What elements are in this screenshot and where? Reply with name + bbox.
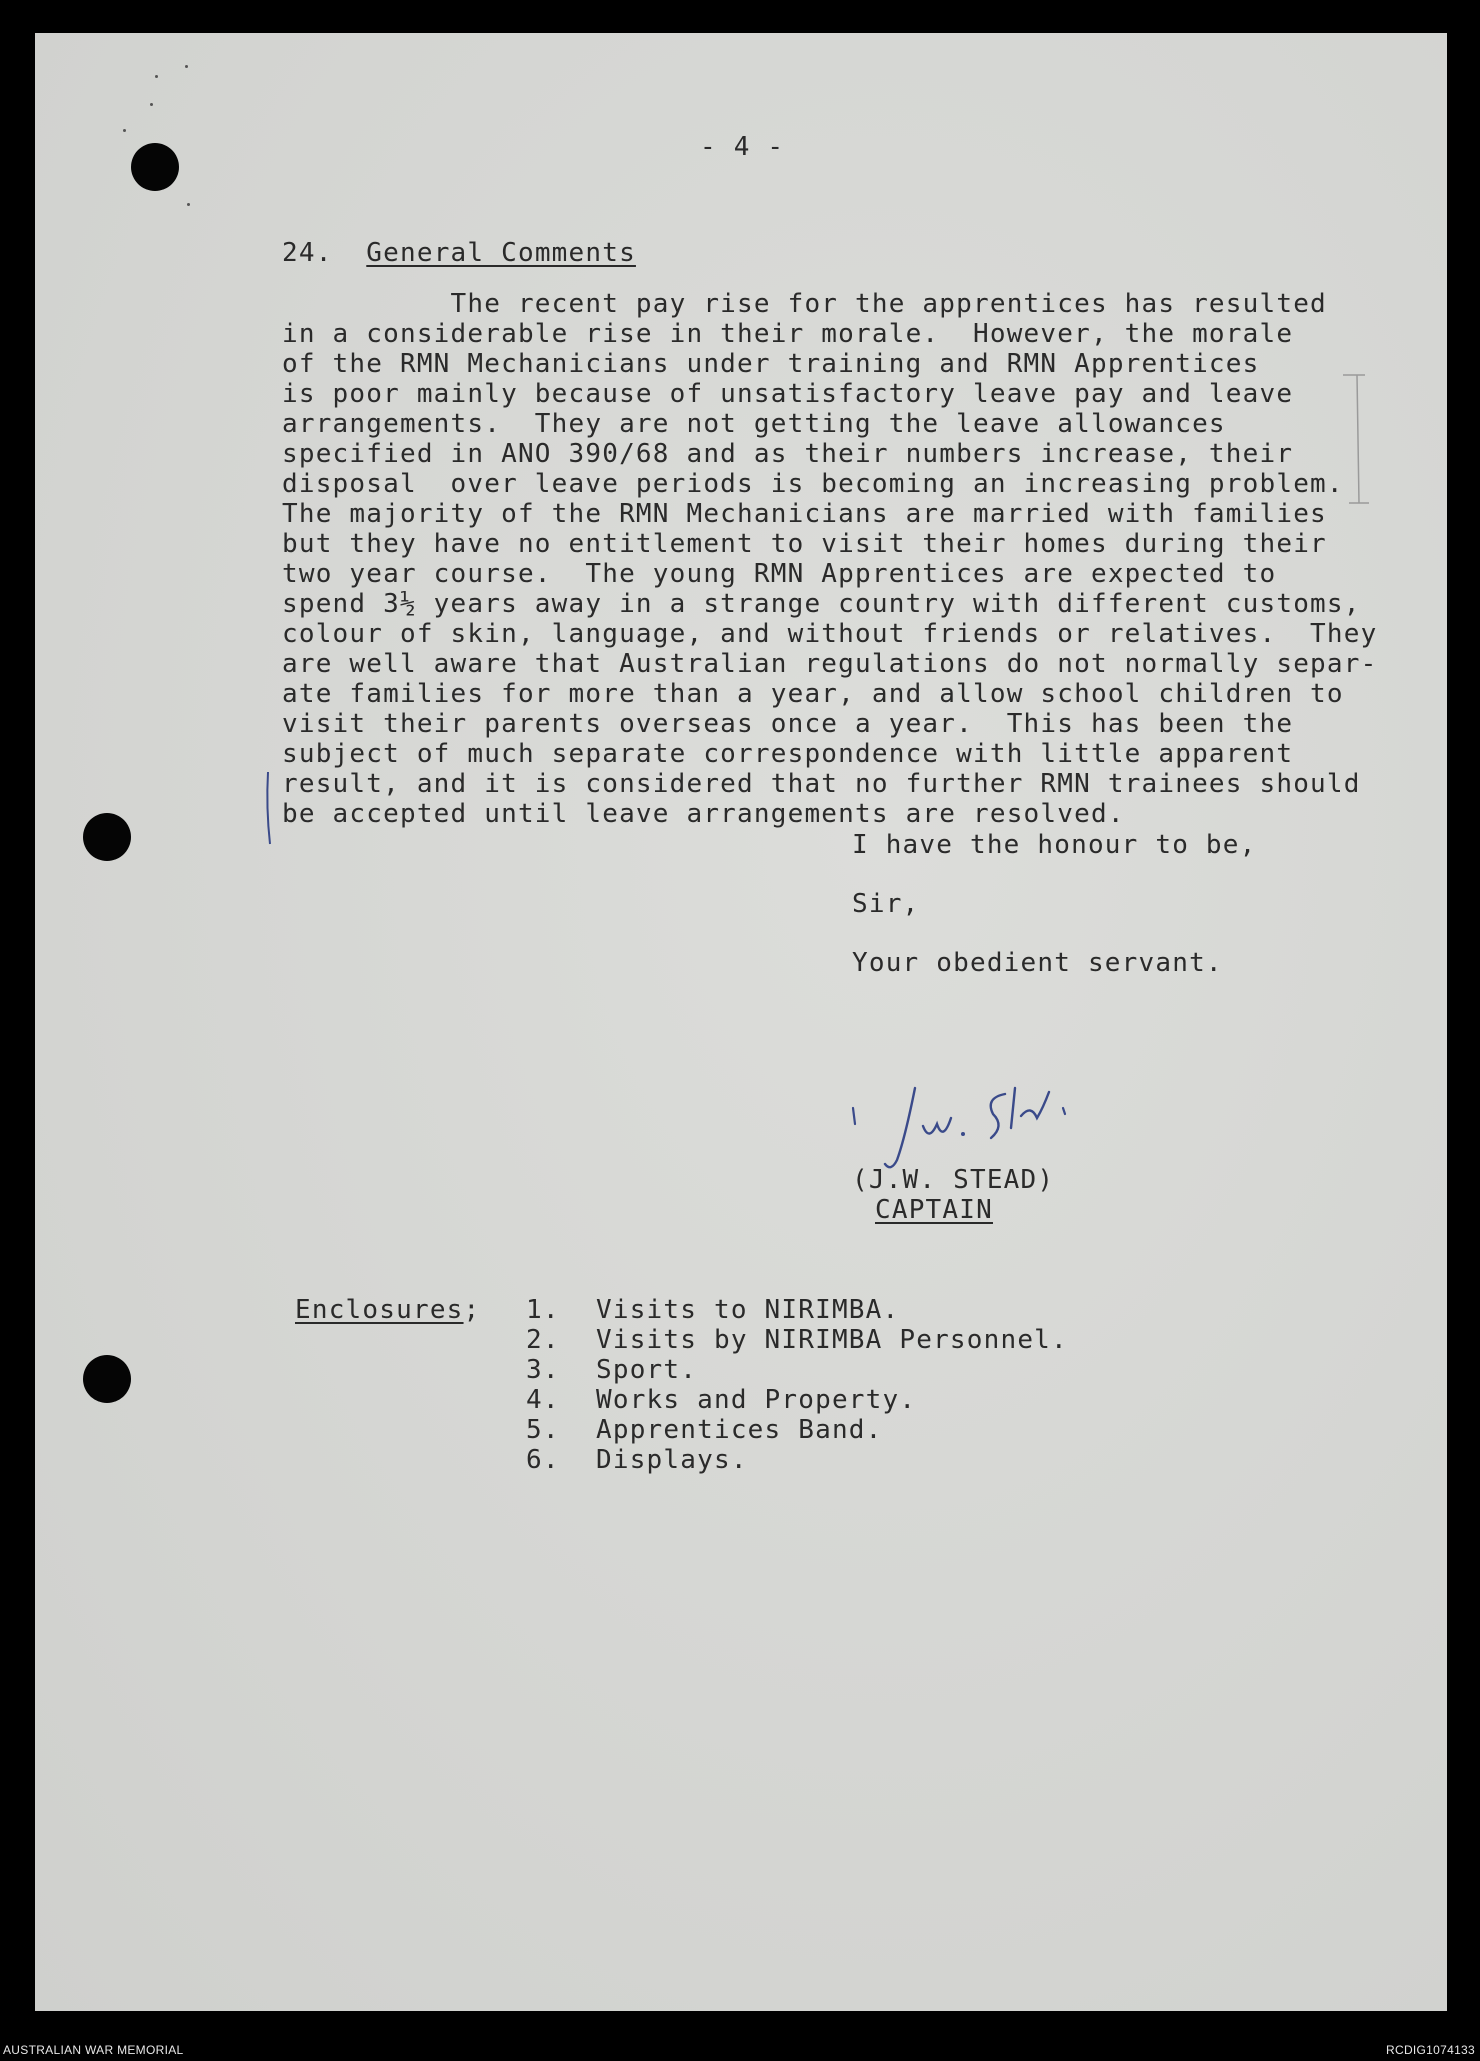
body-line: ate families for more than a year, and allow school children to [282,679,1344,709]
page-number: - 4 - [700,132,785,162]
closing-salutation: Sir, [852,889,920,919]
enclosure-number: 3. [526,1355,560,1385]
archive-credit: AUSTRALIAN WAR MEMORIAL [3,2043,184,2057]
enclosures-separator: ; [463,1295,481,1325]
enclosure-number: 6. [526,1445,560,1475]
body-line: but they have no entitlement to visit their homes during their [282,529,1327,559]
enclosure-text: Works and Property. [596,1385,917,1415]
document-page [35,33,1447,2011]
section-number: 24. [282,238,333,268]
body-line: arrangements. They are not getting the leave allowances [282,409,1226,439]
closing-servant: Your obedient servant. [852,948,1223,978]
body-paragraph [282,289,1377,829]
enclosure-item [526,1325,1068,1355]
enclosure-number: 5. [526,1415,560,1445]
body-line: visit their parents overseas once a year. This has been the [282,709,1294,739]
body-line: specified in ANO 390/68 and as their numbers increase, their [282,439,1294,469]
letter-closing [852,830,1256,978]
paper-speck [185,65,188,68]
body-line: of the RMN Mechanicians under training and RMN Apprentices [282,349,1260,379]
body-line: disposal over leave periods is becoming an increasing problem. [282,469,1344,499]
closing-line: I have the honour to be, [852,830,1257,860]
paper-speck [150,103,153,106]
enclosure-item [526,1445,1068,1475]
body-line: subject of much separate correspondence with little apparent [282,739,1294,769]
enclosure-item [526,1415,1068,1445]
body-line: in a considerable rise in their morale. However, the morale [282,319,1294,349]
enclosure-text: Apprentices Band. [596,1415,883,1445]
body-line: colour of skin, language, and without friends or relatives. They [282,619,1378,649]
enclosure-text: Sport. [596,1355,698,1385]
margin-pen-mark-left [260,768,280,848]
signatory-name: (J.W. STEAD) [852,1165,1055,1195]
punch-hole-top [131,143,179,191]
body-line: The majority of the RMN Mechanicians are married with families [282,499,1327,529]
paper-speck [155,75,158,78]
enclosure-list [526,1295,1068,1475]
archive-reference: RCDIG1074133 [1386,2043,1475,2057]
punch-hole-middle [83,813,131,861]
enclosures-title: Enclosures [295,1295,464,1325]
enclosure-number: 2. [526,1325,560,1355]
enclosure-number: 1. [526,1295,560,1325]
section-title: General Comments [366,238,636,268]
enclosure-text: Displays. [596,1445,748,1475]
paper-speck [187,203,190,206]
body-line: spend 3½ years away in a strange country with different customs, [282,589,1361,619]
punch-hole-bottom [83,1355,131,1403]
body-line: be accepted until leave arrangements are resolved. [282,799,1125,829]
enclosure-item [526,1295,1068,1325]
enclosure-item [526,1355,1068,1385]
body-line: is poor mainly because of unsatisfactory leave pay and leave [282,379,1294,409]
enclosure-item [526,1385,1068,1415]
body-line: The recent pay rise for the apprentices has resulted [282,289,1327,319]
signatory-rank: CAPTAIN [875,1195,993,1225]
section-heading [282,238,636,268]
body-line: are well aware that Australian regulations do not normally separ- [282,649,1378,679]
enclosure-number: 4. [526,1385,560,1415]
enclosure-text: Visits by NIRIMBA Personnel. [596,1325,1068,1355]
body-line: result, and it is considered that no further RMN trainees should [282,769,1361,799]
paper-speck [123,129,126,132]
body-line: two year course. The young RMN Apprentices are expected to [282,559,1277,589]
enclosure-text: Visits to NIRIMBA. [596,1295,900,1325]
enclosures-label [295,1295,480,1325]
